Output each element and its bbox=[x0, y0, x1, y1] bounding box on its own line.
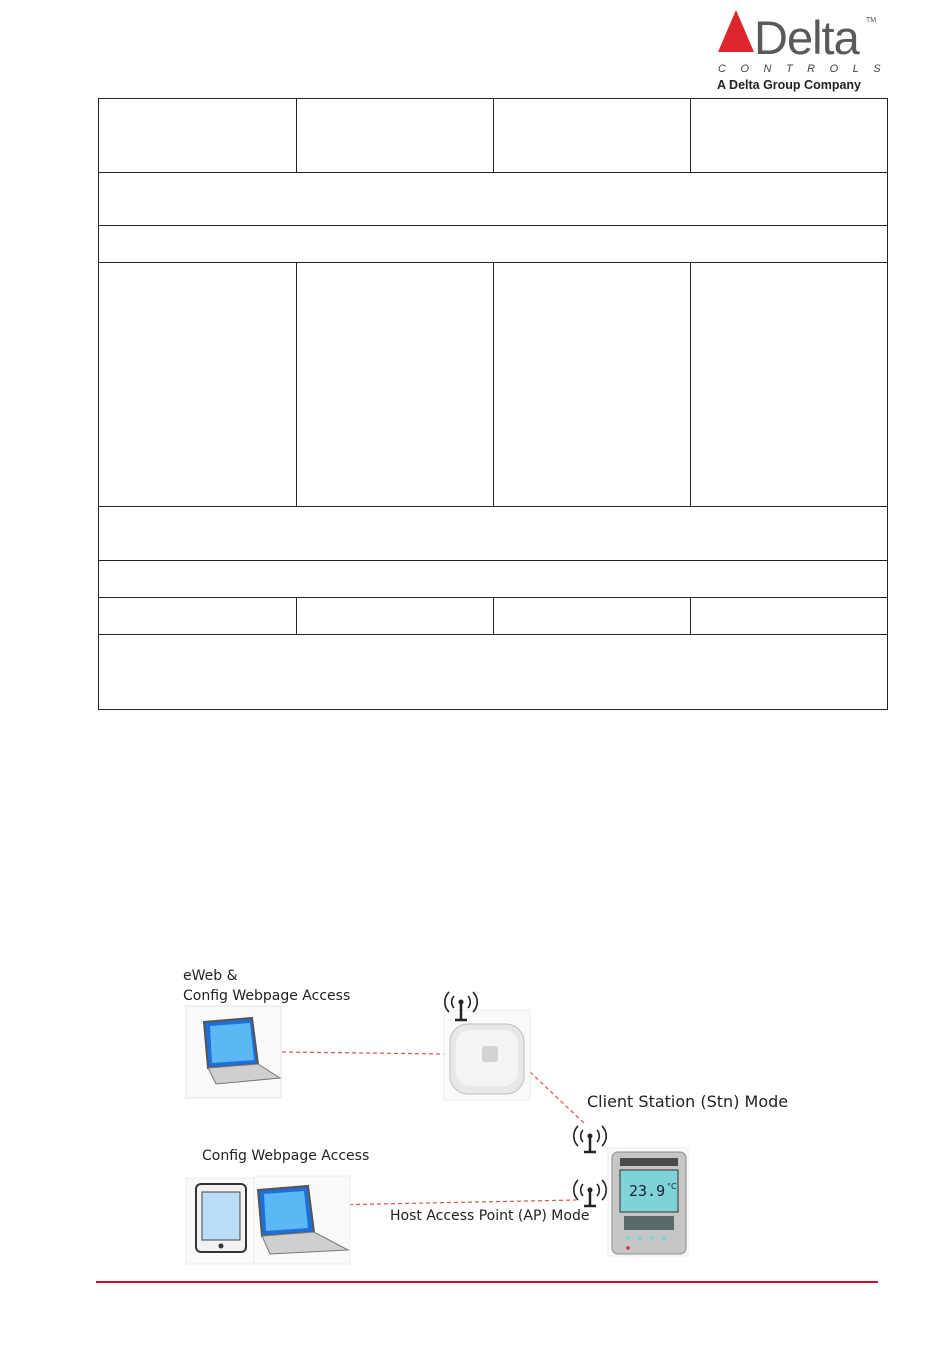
thermostat-icon bbox=[608, 1148, 688, 1256]
label-config-webpage: Config Webpage Access bbox=[202, 1148, 370, 1164]
table-row bbox=[98, 98, 888, 173]
label-host-ap-mode: Host Access Point (AP) Mode bbox=[390, 1208, 590, 1224]
logo-tagline: A Delta Group Company bbox=[717, 78, 861, 92]
link-laptop-ap bbox=[282, 1052, 446, 1054]
table-row bbox=[98, 262, 888, 507]
logo-controls-text: CONTROLS bbox=[718, 63, 896, 75]
label-eweb-line1: eWeb & bbox=[183, 968, 238, 984]
footer-divider bbox=[96, 1281, 878, 1283]
laptop-icon bbox=[186, 1006, 281, 1098]
table-row bbox=[98, 172, 888, 226]
logo-wordmark: Delta bbox=[754, 11, 859, 64]
table-row bbox=[98, 634, 888, 710]
wifi-antenna-icon bbox=[574, 1126, 606, 1152]
access-point-icon bbox=[444, 1010, 530, 1100]
label-eweb-line2: Config Webpage Access bbox=[183, 988, 351, 1004]
thermostat-temp: 23.9 bbox=[629, 1182, 666, 1200]
document-table bbox=[98, 98, 888, 710]
link-laptop-host bbox=[328, 1200, 576, 1205]
delta-controls-logo bbox=[716, 8, 896, 94]
table-row bbox=[98, 597, 888, 635]
link-ap-client bbox=[530, 1072, 586, 1125]
wifi-antenna-icon bbox=[574, 1180, 606, 1206]
table-row bbox=[98, 560, 888, 598]
tablet-icon bbox=[186, 1178, 254, 1264]
network-diagram bbox=[180, 960, 800, 1270]
laptop-icon bbox=[254, 1176, 350, 1264]
table-row bbox=[98, 225, 888, 263]
thermostat-unit: °C bbox=[667, 1182, 677, 1191]
logo-trademark: TM bbox=[866, 17, 877, 24]
delta-triangle-icon bbox=[716, 8, 756, 54]
label-client-station-mode: Client Station (Stn) Mode bbox=[587, 1092, 789, 1111]
table-row bbox=[98, 506, 888, 561]
